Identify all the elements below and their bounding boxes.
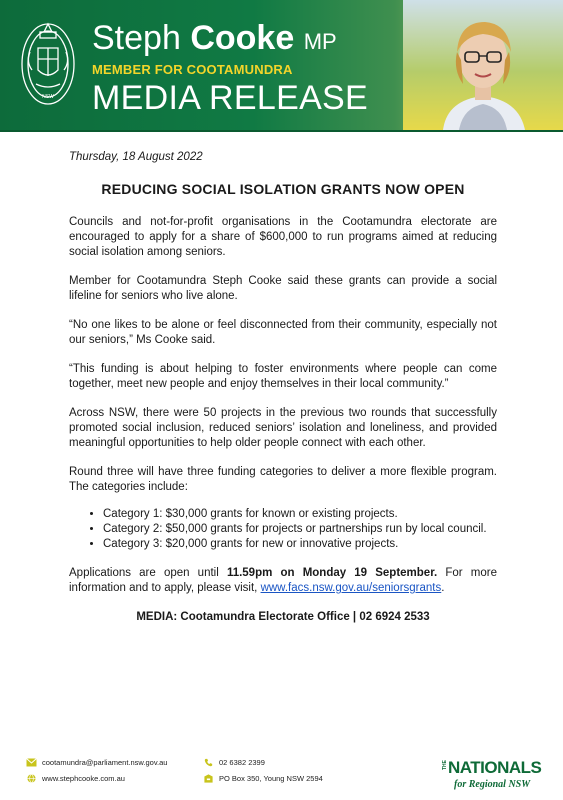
- member-subtitle: MEMBER FOR COOTAMUNDRA: [92, 62, 293, 77]
- logo-tagline-text: for Regional NSW: [454, 779, 531, 790]
- release-body: [69, 150, 497, 625]
- footer-website-text: www.stephcooke.com.au: [42, 774, 125, 783]
- category-list: [69, 507, 497, 552]
- first-name: Steph: [92, 19, 181, 57]
- title-block: [92, 20, 368, 117]
- mp-portrait-photo: [403, 0, 563, 130]
- paragraph-1: Councils and not-for-profit organisations in the Cootamundra electorate are encouraged to apply for a share of $600,000 to run programs aimed at reducing social isolation among seniors.: [69, 216, 497, 258]
- envelope-icon: [26, 758, 37, 767]
- phone-icon: [203, 758, 214, 767]
- footer-phone-text: 02 6382 2399: [219, 758, 265, 767]
- globe-icon: [26, 774, 37, 783]
- footer-website[interactable]: [26, 774, 125, 783]
- seniors-grants-link[interactable]: www.facs.nsw.gov.au/seniorsgrants: [260, 582, 442, 594]
- crest-lettering: NSW: [42, 94, 54, 100]
- parliament-crest-icon: [18, 18, 78, 110]
- mp-suffix: MP: [303, 29, 337, 54]
- paragraph-6: Round three will have three funding categories to deliver a more flexible program. The categories include:: [69, 466, 497, 493]
- logo-nationals-text: NATIONALS: [448, 758, 542, 777]
- category-item-2: • Category 2: $50,000 grants for projects or partnerships run by local council.: [103, 522, 497, 537]
- footer-address: [203, 774, 323, 783]
- paragraph-3: “No one likes to be alone or feel disconnected from their community, especially not our seniors,” Ms Cooke said.: [69, 319, 497, 346]
- header-divider: [0, 130, 563, 132]
- applications-paragraph: [69, 566, 497, 596]
- media-release-title: MEDIA RELEASE: [92, 79, 368, 117]
- mailbox-icon: [203, 774, 214, 783]
- release-headline: REDUCING SOCIAL ISOLATION GRANTS NOW OPEN: [101, 181, 465, 197]
- applications-deadline: 11.59pm on Monday 19 September.: [226, 567, 438, 579]
- mp-name: [92, 20, 368, 60]
- footer-email[interactable]: [26, 758, 167, 767]
- category-item-1: • Category 1: $30,000 grants for known or existing projects.: [103, 507, 497, 522]
- category-item-3: • Category 3: $20,000 grants for new or innovative projects.: [103, 537, 497, 552]
- applications-prefix: Applications are open until: [69, 567, 227, 579]
- nationals-logo: [438, 752, 546, 792]
- header-banner: [0, 0, 563, 130]
- applications-middle: For more information and to apply, please visit,: [69, 567, 497, 594]
- applications-suffix: .: [441, 582, 445, 594]
- paragraph-2: Member for Cootamundra Steph Cooke said these grants can provide a social lifeline for seniors who live alone.: [69, 275, 497, 302]
- footer-phone[interactable]: [203, 758, 265, 767]
- paragraph-5: Across NSW, there were 50 projects in the previous two rounds that successfully promoted social inclusion, reduced seniors’ isolation and loneliness, and provided meaningful opportunities to help older people connect with each other.: [69, 407, 497, 449]
- logo-the-text: THE: [442, 760, 448, 770]
- last-name: Cooke: [190, 19, 295, 57]
- media-contact: MEDIA: Cootamundra Electorate Office | 02 6924 2533: [136, 611, 430, 623]
- release-date: Thursday, 18 August 2022: [69, 151, 203, 163]
- footer-email-text: cootamundra@parliament.nsw.gov.au: [42, 758, 168, 767]
- footer-address-text: PO Box 350, Young NSW 2594: [219, 774, 323, 783]
- paragraph-4: “This funding is about helping to foster environments where people can come together, meet new people and enjoy themselves in their local community.”: [69, 363, 497, 390]
